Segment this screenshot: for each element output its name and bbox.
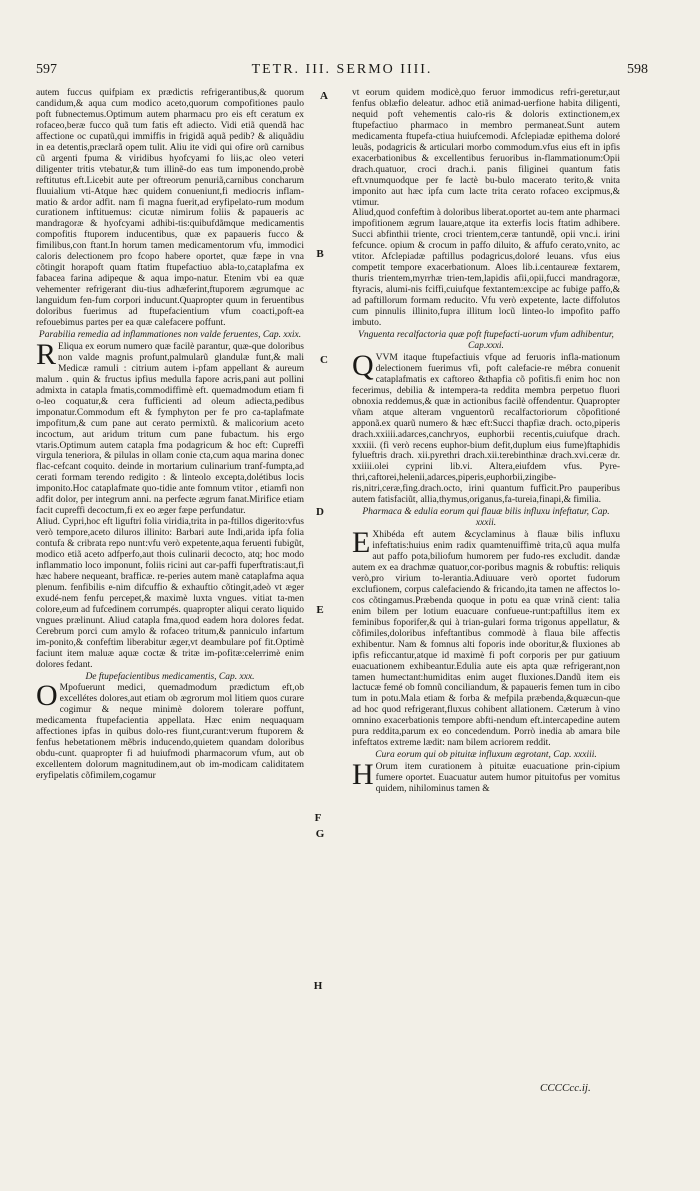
left-column	[36, 88, 304, 1088]
page-number-left: 597	[36, 62, 57, 77]
paragraph	[36, 337, 304, 517]
running-header	[36, 62, 648, 82]
chapter-heading: Vnguenta recalfactoria quæ poft ftupefacti-uorum vfum adhibentur, Cap.xxxi.	[358, 329, 614, 351]
margin-marker: G	[315, 828, 325, 840]
running-title: TETR. III. SERMO IIII.	[251, 62, 433, 77]
paragraph: Aliud,quod confeftim à doloribus liberat.oportet au-tem ante pharmaci impofitionem ægrum lauare,atque ita exterfis locis ftatim adhibere. Succi abfinthii triente, croci trientem,ceræ tantundẽ, opii vnc.i. irini fefcunce. opium & crocum in paffo diluito, & affufo cerato,vnito, ac vtitor. Afclepiadæ paftillus podagricus,doloré leuans. vfus eius competit tempore exacerbationum. Aloes lib.i.centaureæ fextarem, thuris trientem,myrrhæ trien-tem,lapidis afii,opii,fucci mandragoræ, ftyracis, alumi-nis fciffi,cuiufque fextantem:excipe ac fubige paffo,& ad paftillorum formam reducito. Vfu verò expetente, lacte diffolutos cum pinnulis illinito,fupra illitum locũ linteo-lo impofito paffo imbuto.	[352, 208, 620, 329]
paragraph	[36, 679, 304, 782]
chapter-heading: Pharmaca & edulia eorum qui flauæ bilis influxu infeftatur, Cap. xxxii.	[362, 507, 610, 529]
margin-gutter	[311, 88, 347, 1088]
paragraph	[352, 348, 620, 506]
right-column	[352, 88, 620, 1088]
signature-mark: CCCCcc.ij.	[540, 1082, 591, 1094]
margin-marker: H	[313, 980, 323, 992]
paragraph-text: Xhibéda eft autem &cyclaminus à flauæ bilis influxu infeftatis:huius enim radix quamtenuiffimè trita,cũ aqua mulfa aut paffo pota,biliofum humorem per fudo-res excludit. dandæ autem ex ea drachmæ quatuor,cor-poribus magnis & robuftis: reliquis verò,pro virium to-lerantia.Adiuuare verò oportet fudorum exclufionem, corpus calefaciendo & fricando,ita tamen ne affectos lo-cos cõtingamus.Præbenda quoque in potu ea quæ vrinã cient: talia enim bilem per lotium euacuare confueue-runt:paftillus item ex feminibus foporifer,& qui à trian-gulari forma trigonus appellatur, & cõfimiles,doloribus infeftantibus commodè à flaua bile affectis exhibentur. Nam & fomnus alti foporis inde oboritur,& fluxiones ab ipfis reficcantur,atque id maximè fi poft corporis per pur gatiuum euacuationem exhibeantur.Edulia aute eis apta quæ refrigerant,non tamen humectant:humiditas enim auget fluxiones.Dandũ item eis lactucæ femé ob fomnũ conciliandum, & papaueris femen tum in cibo tum in potu.Mala etiam & forba & mefpila præbenda,&quæcun-que ad hoc quod refrigerant,fluxus cohibent allationem. Cæterum à vino omnino exacerbationis tempore abfti-nendum eft.intercapedine autem pura reddita,parum ex eo concedendum. Porrò inedia ab amara bile infeftatos extreme lædit: nam bilem acriorem reddit.	[352, 530, 620, 749]
paragraph	[352, 758, 620, 795]
paragraph-text: Eliqua ex eorum numero quæ facilè parantur, quæ-que doloribus non valde magnis profunt,palmularũ glandulæ funt,& mali Medicæ ramuli : citrium autem i-pfam appellant & aureum malum . quin & fructus ipfius medulla fapore acris,pani aut pollini admixta in catapla fmatis,commodiffimè eft. quemadmodum etiam fi o-leo coquatur,& cera fufficienti ad oleum adiecta,pedibus imponatur.Commodum eft & fymphyton per fe pro ca-taplafmate impofitum,& cum pane aut cerato permixtũ. & malicorium aceto incoctum, aut aridum tritum cum pane fubactum. his ergo vtaris.Optimum autem catapla fma podagricum & hoc eft: Cupreffi virgula teneriora, & pilulas in ollam conie cta,cum aqua marina donec flac-cefcant coquito. deinde in mortarium culinarium tranf-fumpta,ad cerati formam terendo redigito : & linteolo excepta,dolétibus locis imponito.Hoc cataplafmate quo-tidie ante fomnum vtitor , etiamfi non adfit dolor, per integrum anni. na perfecte ægrum fanat.Mirifice etiam facit cupreffi decoctum,fi ex eo æger fæpe perfundatur.	[36, 341, 304, 517]
chapter-heading: De ftupefacientibus medicamentis, Cap. xxx.	[85, 671, 255, 682]
drop-cap: E	[352, 526, 371, 560]
drop-cap: H	[352, 758, 374, 792]
margin-marker: A	[320, 90, 328, 102]
paragraph-text: Mpofuerunt medici, quemadmodum prædictum eft,ob excellétes dolores,aut etiam ob ægrorum mol litiem quos curare cogimur & neque minimè dolorem tolerare poffunt, medicamenta ftupefacientia appellata. Hæc enim nequaquam affectiones ipfas in quibus dolo-res fiunt,curant:verum ftuporem & fenfus hebetationem mẽbris inducendo,quietem quandam doloribus obdu-cunt. quapropter fi ad huiufmodi pharmacorum vfum, aut ob excellentem dolorum magnitudinem,aut ob im-modicam caliditatem eryfipelatis cõfimilem,cogamur	[36, 683, 304, 782]
drop-cap: O	[36, 679, 58, 713]
paragraph-text: Orum item curationem à pituitæ euacuatione prin-cipium fumere oportet. Euacuatur autem humor pituitofus per vomitus quidem, nihilominus tamen &	[375, 762, 620, 795]
drop-cap: R	[36, 337, 57, 371]
margin-marker: C	[320, 354, 328, 366]
margin-marker: B	[316, 248, 324, 260]
page-number-right: 598	[627, 62, 648, 77]
drop-cap: Q	[352, 348, 374, 382]
paragraph	[352, 526, 620, 749]
chapter-heading: Parabilia remedia ad inflammationes non valde feruentes, Cap. xxix.	[38, 329, 302, 340]
paragraph: autem fuccus quifpiam ex prædictis refrigerantibus,& quorum candidum,& aqua cum modico aceto,quorum compofitiones paulo poft fubnectemus.Optimum autem pharmacu pro eis eft ceratum ex rofaceo,beræ fucco quã tum fatis eft adiecto. Vidi etiã quendã hac affectione oc cupatũ,qui immiffis in frigidã aquã pedib? & aliquãdiu in ea detentis,præclarã opem tulit. Aliu ite vidi qui ofire orũ carnibus cũ argenti fpuma & viridibus hyofcyami fo liis,ac oleo veteri diligenter tritis vtebatur,& tum illinẽ-do eas tum imponendo,probè reftitutus eft.Licebit aute per oftreorum penuriã,carnibus concharum fluuialium vti-Atque hæc quidem conueniunt,fi mediocris inflam-matio & ardor adfit. nam fi magna fuerit,ad eryfipelato-rum modum curationem inftituemus: cicutæ nimirum foliis & papaueris ac mandragoræ & hyofcyami adhibi-tis:quibufdãmque medicamentis compofitis ftuporem inducentibus, quæ ex papaueris fucco & fimilibus,con ftant.In horum tamen medicamentorum vfu, immodici caloris delectionem pro fcopo habere oportet, quæ fæpe in vna cõtingit horapoft quam ftatim ftupefactiuo abla-to,cataplafma ex fabacea farina adipeque & aqua impo-natur. Etenim vbi ea quæ vehementer refrigerant diu-tius adhæferint,ftuporem ægrumque ac languidum fen-fum corpori inducunt.Quapropter quum in feruentibus doloribus fuerimus ad ftupefacientium vfum coacti,poft-ea refouebimus partes per ea quæ calefacere poffunt.	[36, 88, 304, 329]
paragraph: vt eorum quidem modicè,quo feruor immodicus refri-geretur,aut fenfus oblæfio deleatur. adhoc etiã animad-uerfione habita diligenti, nequid poft vehementis calo-ris & doloris extinctionem,ex ftupefactiuo pharmaco in membro permaneat.Sunt autem medicamenta ftupefa-ctiua huiufcemodi. Afclepiadæ epithema doloré leuãs, podagricis & articulari morbo commodum.vfus eius eft in ipfis exacerbationibus & excellentibus feruoribus in-flammationum:Opii drach.quatuor, croci drach.i. panis filiginei quantum fatis eft.vnumquodque per fe lactè bu-bulo macerato terito,& vnita imponito aut hæc ipfa cum lacte trita cerato rofaceo excipmus,& vtimur.	[352, 88, 620, 208]
margin-marker: D	[316, 506, 324, 518]
margin-marker: F	[314, 812, 322, 824]
chapter-heading: Cura eorum qui ob pituitæ influxum ægrotant, Cap. xxxiii.	[375, 750, 597, 761]
paragraph: Aliud. Cypri,hoc eft liguftri folia viridia,trita in pa-ftillos digerito:vfus verò tempore,aceto diluros illinito: Barbari aute Indi,arida ipfa folia contufa & cribrata repo nunt:vfu verò expetente,aqua feruenti fubigũt, modico etiã aceto adfperfo,aut thois culinarii decocto, atq; hoc modo inflammatio loco imponunt, foliis ricini aut car-paffi fuperftratis:aut,fi hæc habere nequeant, brafficæ. re-peries autem manè cataplafma aqua plenum. fenfibilis e-nim difcuffio & exhauftio cõtingit,adeò vt æger exudé-nem fenfu percepet,& maximè luxta vngues. vitiat ta-men colore,eum ad fufcedinem corrumpés. quapropter aliqui cerato liquido vngues prælinunt. Aliud catapla fma,quod eadem hora dolores fedat. Cerebrum porci cum amylo & rofaceo tritum,& panniculo infartum im-ponito,& confeftim liberabitur æger,vt deambulare pof fit.Optimè faciunt item maluæ aquæ coctæ & tritæ im-pofitæ:celerrimè enim dolores fedant.	[36, 517, 304, 670]
margin-marker: E	[316, 604, 324, 616]
paragraph-text: VVM itaque ftupefactiuis vfque ad feruoris infla-mationum delectionem fuerimus vfi, poft calefacie-re mébra conuenit cataplafmatis ex caftoreo &thapfia cõ pofitis.fi enim hoc non fecerimus, debilia & intempera-ta reddita membra perpetuo fluori obnoxia reddemus,& quæ in actionibus facilè offendentur. Quapropter vñam atque alteram vnguentorũ recalfactoriorum cõpofitioné apponã.ex quarũ numero & hæc eft:Succi thapfiæ drach. octo,piperis drach.xxiiii.adarces,canchryos, euphorbii recentis,cuiufque drach. xxxiii. (fi verò recens euphor-bium defit,duplum eius fume)ftaphidis fylueftris drach. xii.pyrethri drach.xii.terebinthinæ drach.xvi.ceræ dr. xxiiii.olei cyprini lib.vi. Altera,eiufdem vfus. Pyre-thri,caftorei,helenii,adarces,piperis,euphorbii,zingibe-ris,nitri,ceræ,fing.drach.octo, irini quantum fufficit.Pro pauperibus autem fatisfaciũt, allia,thymus,origanus,fa-tureia,finapi,& fimilia.	[352, 352, 620, 506]
